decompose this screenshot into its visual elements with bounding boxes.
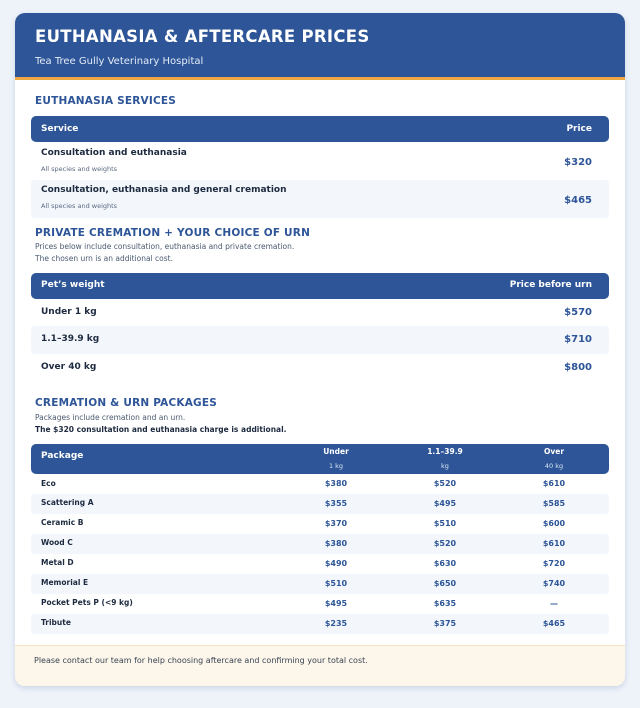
package-price-under-1kg: $370 — [324, 519, 348, 528]
package-price-under-1kg: $355 — [324, 499, 348, 508]
column-service: Service — [41, 124, 79, 134]
packages-section-title: CREMATION & URN PACKAGES — [35, 397, 218, 409]
page-header — [15, 13, 625, 80]
packages-note: Packages include cremation and an urn. — [35, 413, 186, 422]
weight-row — [31, 326, 609, 354]
package-price-mid: $650 — [433, 579, 457, 588]
package-price-mid: $635 — [433, 599, 457, 608]
package-row — [31, 614, 609, 634]
column-line2: kg — [441, 462, 449, 470]
column-over-40kg — [514, 447, 594, 470]
package-row — [31, 514, 609, 534]
package-price-under-1kg: $380 — [324, 539, 348, 548]
package-price-mid: $520 — [433, 539, 457, 548]
packages-table-header — [31, 444, 609, 474]
weight-label: Under 1 kg — [41, 307, 97, 317]
package-price-mid: $520 — [433, 479, 457, 488]
package-price-mid: $495 — [433, 499, 457, 508]
service-row — [31, 180, 609, 218]
package-row — [31, 554, 609, 574]
package-name: Pocket Pets P (<9 kg) — [41, 598, 133, 607]
package-row — [31, 594, 609, 614]
weight-price: $800 — [564, 362, 592, 373]
package-name: Memorial E — [41, 578, 89, 587]
private-cremation-note: Prices below include consultation, euthanasia and private cremation. — [35, 242, 295, 251]
weight-label: Over 40 kg — [41, 362, 97, 372]
service-description: All species and weights — [41, 202, 118, 210]
euthanasia-table-header — [31, 116, 609, 142]
package-name: Tribute — [41, 618, 71, 627]
euthanasia-section-title: EUTHANASIA SERVICES — [35, 95, 177, 107]
column-line2: 40 kg — [544, 462, 564, 470]
weight-row — [31, 354, 609, 381]
column-line1: Over — [543, 447, 565, 456]
page-title: EUTHANASIA & AFTERCARE PRICES — [35, 27, 370, 46]
column-line1: 1.1–39.9 — [427, 447, 463, 456]
column-mid-weight — [405, 447, 485, 470]
package-price-mid: $375 — [433, 619, 457, 628]
column-line2: 1 kg — [328, 462, 344, 470]
column-line1: Under — [323, 447, 349, 456]
package-price-under-1kg: $380 — [324, 479, 348, 488]
private-cremation-section-title: PRIVATE CREMATION + YOUR CHOICE OF URN — [35, 227, 311, 239]
column-weight: Pet’s weight — [41, 280, 105, 290]
package-price-over-40kg: $600 — [542, 519, 566, 528]
hospital-name: Tea Tree Gully Veterinary Hospital — [35, 56, 204, 67]
weight-price: $710 — [564, 334, 592, 345]
package-price-over-40kg: $465 — [542, 619, 566, 628]
package-price-mid: $630 — [433, 559, 457, 568]
column-package: Package — [41, 451, 84, 461]
package-price-mid: $510 — [433, 519, 457, 528]
service-price: $465 — [564, 195, 592, 206]
package-price-under-1kg: $235 — [324, 619, 348, 628]
column-price: Price — [566, 124, 592, 134]
package-name: Metal D — [41, 558, 74, 567]
price-card — [15, 13, 625, 686]
column-price-before-urn: Price before urn — [509, 280, 592, 290]
weight-table-header — [31, 273, 609, 299]
package-price-under-1kg: $490 — [324, 559, 348, 568]
package-price-over-40kg: $610 — [542, 479, 566, 488]
service-description: All species and weights — [41, 165, 118, 173]
package-row — [31, 534, 609, 554]
service-name: Consultation, euthanasia and general cremation — [41, 185, 287, 195]
column-under-1kg — [296, 447, 376, 470]
weight-row — [31, 299, 609, 326]
weight-label: 1.1–39.9 kg — [41, 334, 100, 344]
packages-note: The $320 consultation and euthanasia charge is additional. — [35, 425, 287, 434]
package-row — [31, 494, 609, 514]
package-price-over-40kg: $585 — [542, 499, 566, 508]
service-price: $320 — [564, 157, 592, 168]
package-name: Wood C — [41, 538, 73, 547]
contact-footer — [15, 645, 625, 686]
package-price-over-40kg: $610 — [542, 539, 566, 548]
package-price-over-40kg: $740 — [542, 579, 566, 588]
package-name: Ceramic B — [41, 518, 84, 527]
package-price-under-1kg: $510 — [324, 579, 348, 588]
package-name: Eco — [41, 479, 56, 488]
package-price-over-40kg: — — [550, 599, 558, 608]
service-name: Consultation and euthanasia — [41, 148, 187, 158]
private-cremation-note: The chosen urn is an additional cost. — [35, 254, 173, 263]
package-row — [31, 474, 609, 494]
service-row — [31, 142, 609, 180]
package-name: Scattering A — [41, 498, 94, 507]
weight-price: $570 — [564, 307, 592, 318]
package-price-under-1kg: $495 — [324, 599, 348, 608]
package-row — [31, 574, 609, 594]
package-price-over-40kg: $720 — [542, 559, 566, 568]
contact-note: Please contact our team for help choosing aftercare and confirming your total cost. — [34, 656, 368, 665]
